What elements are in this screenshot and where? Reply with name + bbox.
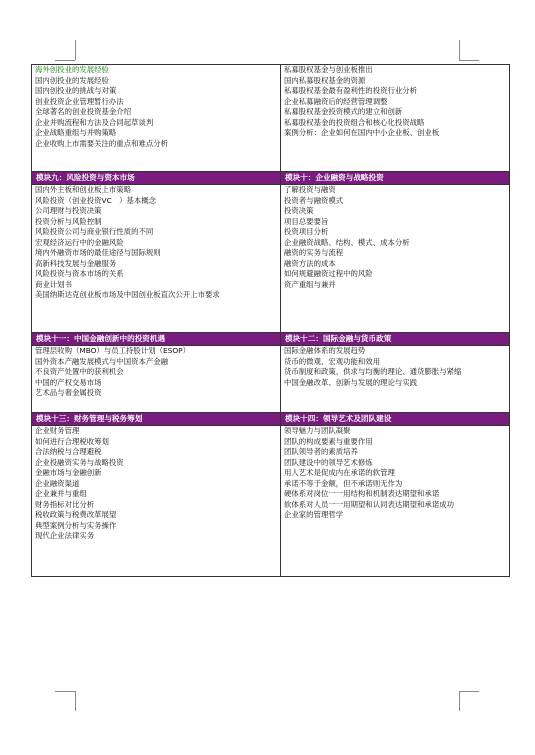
list-item: 了解投资与融资 <box>284 185 336 194</box>
list-item: 承诺不等于金额，但不承诺则无作为 <box>284 478 403 488</box>
module-title: 模块十：企业融资与战略投资 <box>281 172 510 185</box>
list-item: 案例分析：企业如何在国内中小企业板、创业板 <box>284 128 440 137</box>
module-title: 模块十三：财务管理与税务筹划 <box>32 413 281 426</box>
list-item: 团队的构成要素与重要作用 <box>284 436 373 446</box>
list-item: 创业投资企业管理暂行办法 <box>35 96 124 106</box>
list-item: 财务指标对比分析 <box>35 499 95 509</box>
list-item: 国内创投业的发展经验 <box>35 75 109 85</box>
list-item: 国内外主板和创业板上市策略 <box>35 185 132 194</box>
list-item: 企业战略重组与并购策略 <box>35 128 117 137</box>
list-item: 企业兼并与重组 <box>35 489 87 498</box>
module-cell-left <box>32 426 281 577</box>
list-item: 企业投融资实务与战略投资 <box>35 457 124 467</box>
list-item: 不良资产处置中的获利机会 <box>35 367 124 376</box>
list-item: 投资者与融资模式 <box>284 195 344 205</box>
list-item: 国际金融体系的发展趋势 <box>284 346 366 355</box>
list-item: 企业融资渠道 <box>35 478 80 488</box>
module-title: 模块十二：国际金融与货币政策 <box>281 333 510 346</box>
list-item: 企业家的管理哲学 <box>284 510 344 519</box>
module-header-row <box>32 413 510 426</box>
module-title: 模块十一：中国金融创新中的投资机遇 <box>32 333 281 346</box>
list-item: 领导魅力与团队凝聚 <box>284 426 351 435</box>
list-item: 资产重组与兼并 <box>284 279 336 289</box>
list-item: 企业并购流程和方法及合同起草谈判 <box>35 117 154 127</box>
list-item: 团队建设中的领导艺术修炼 <box>284 457 373 467</box>
module-header-row <box>32 172 510 185</box>
list-item: 企业财务管理 <box>35 426 80 435</box>
course-modules-table <box>31 64 510 577</box>
crop-mark-bottom-left-horizontal <box>55 691 75 692</box>
crop-mark-bottom-right-vertical <box>459 691 460 711</box>
module-cell-left <box>32 65 281 172</box>
list-item: 货币的微观、宏观功能和效用 <box>284 356 381 366</box>
list-item: 宏观经济运行中的金融风险 <box>35 237 124 247</box>
list-item: 现代企业法律实务 <box>35 531 95 540</box>
list-item: 货币制度和政策、供求与均衡的理论、通货膨胀与紧缩 <box>284 367 462 376</box>
list-item: 海外创投业的发展经验 <box>35 65 109 74</box>
list-item: 国内私募股权基金的资源 <box>284 75 366 85</box>
list-item: 境内外融资市场的最佳途径与国际规则 <box>35 248 161 257</box>
list-item: 税收政策与税费改革展望 <box>35 510 117 519</box>
list-item: 硬体系对岗位一一用结构和机制表达期望和承诺 <box>284 489 440 498</box>
module-cell-right <box>281 346 510 413</box>
list-item: 企业融资战略、结构、模式、成本分析 <box>284 237 410 247</box>
list-item: 风险投资公司与商业银行性质的不同 <box>35 227 154 236</box>
module-row <box>32 65 510 172</box>
module-cell-right <box>281 65 510 172</box>
crop-mark-top-right-vertical <box>459 40 460 60</box>
list-item: 公司理财与投资决策 <box>35 206 102 215</box>
list-item: 商业计划书 <box>35 279 72 289</box>
module-header-row <box>32 333 510 346</box>
list-item: 如何进行合理税收筹划 <box>35 436 109 446</box>
list-item: 如何规避融资过程中的风险 <box>284 269 373 278</box>
list-item: 投资分析与风险控制 <box>35 216 102 226</box>
module-row <box>32 185 510 333</box>
list-item: 用人艺术是促成内在承诺的软管理 <box>284 468 395 477</box>
module-cell-left <box>32 346 281 413</box>
list-item: 艺术品与奢金属投资 <box>35 388 102 397</box>
list-item: 管理层收购（MBO）与员工持股计划（ESOP） <box>35 346 191 355</box>
list-item: 融资的实务与流程 <box>284 248 344 257</box>
list-item: 软体系对人员一一用期望和认同表达期望和承诺成功 <box>284 499 454 509</box>
list-item: 高新科技发展与金融服务 <box>35 258 117 268</box>
list-item: 投资决策 <box>284 206 314 215</box>
crop-mark-bottom-right-horizontal <box>459 691 479 692</box>
list-item: 国外资本产融发展模式与中国资本产金融 <box>35 356 169 366</box>
module-title: 模块十四：领导艺术及团队建设 <box>281 413 510 426</box>
list-item: 私募股权基金投资模式的建立和创新 <box>284 107 403 116</box>
module-cell-left <box>32 185 281 333</box>
module-row <box>32 346 510 413</box>
crop-mark-top-left-horizontal <box>55 60 75 61</box>
list-item: 团队领导者的素质培养 <box>284 447 358 456</box>
list-item: 全球著名的创业投资基金介绍 <box>35 107 132 116</box>
list-item: 私募股权基金最有盈利性的投资行业分析 <box>284 86 418 95</box>
list-item: 风险投资与资本市场的关系 <box>35 269 124 278</box>
list-item: 企业私募融资后的经营管理调整 <box>284 96 388 106</box>
list-item: 融资方法的成本 <box>284 258 336 268</box>
list-item: 中国金融改革、创新与发展的理论与实践 <box>284 377 418 387</box>
list-item: 美国纳斯达克创业板市场及中国创业板直次公开上市要求 <box>35 290 220 299</box>
list-item: 金融市场与金融创新 <box>35 468 102 477</box>
list-item: 企业收购上市需要关注的重点和难点分析 <box>35 138 169 148</box>
list-item: 私募股权基金与创业板推出 <box>284 65 373 74</box>
module-row <box>32 426 510 577</box>
list-item: 投资项目分析 <box>284 227 329 236</box>
list-item: 风险投资（创业投资VC ）基本概念 <box>35 195 157 205</box>
crop-mark-top-left-vertical <box>75 40 76 60</box>
list-item: 合法纳税与合理避税 <box>35 447 102 456</box>
list-item: 典型案例分析与实务操作 <box>35 520 117 530</box>
module-cell-right <box>281 426 510 577</box>
module-cell-right <box>281 185 510 333</box>
list-item: 中国的产权交易市场 <box>35 377 102 387</box>
list-item: 私募股权基金的投资组合和核心化投资战略 <box>284 117 425 127</box>
crop-mark-bottom-left-vertical <box>75 691 76 711</box>
list-item: 项目总要要旨 <box>284 216 329 226</box>
module-title: 模块九：风险投资与资本市场 <box>32 172 281 185</box>
list-item: 国内创投业的挑战与对策 <box>35 86 117 95</box>
crop-mark-top-right-horizontal <box>459 60 479 61</box>
